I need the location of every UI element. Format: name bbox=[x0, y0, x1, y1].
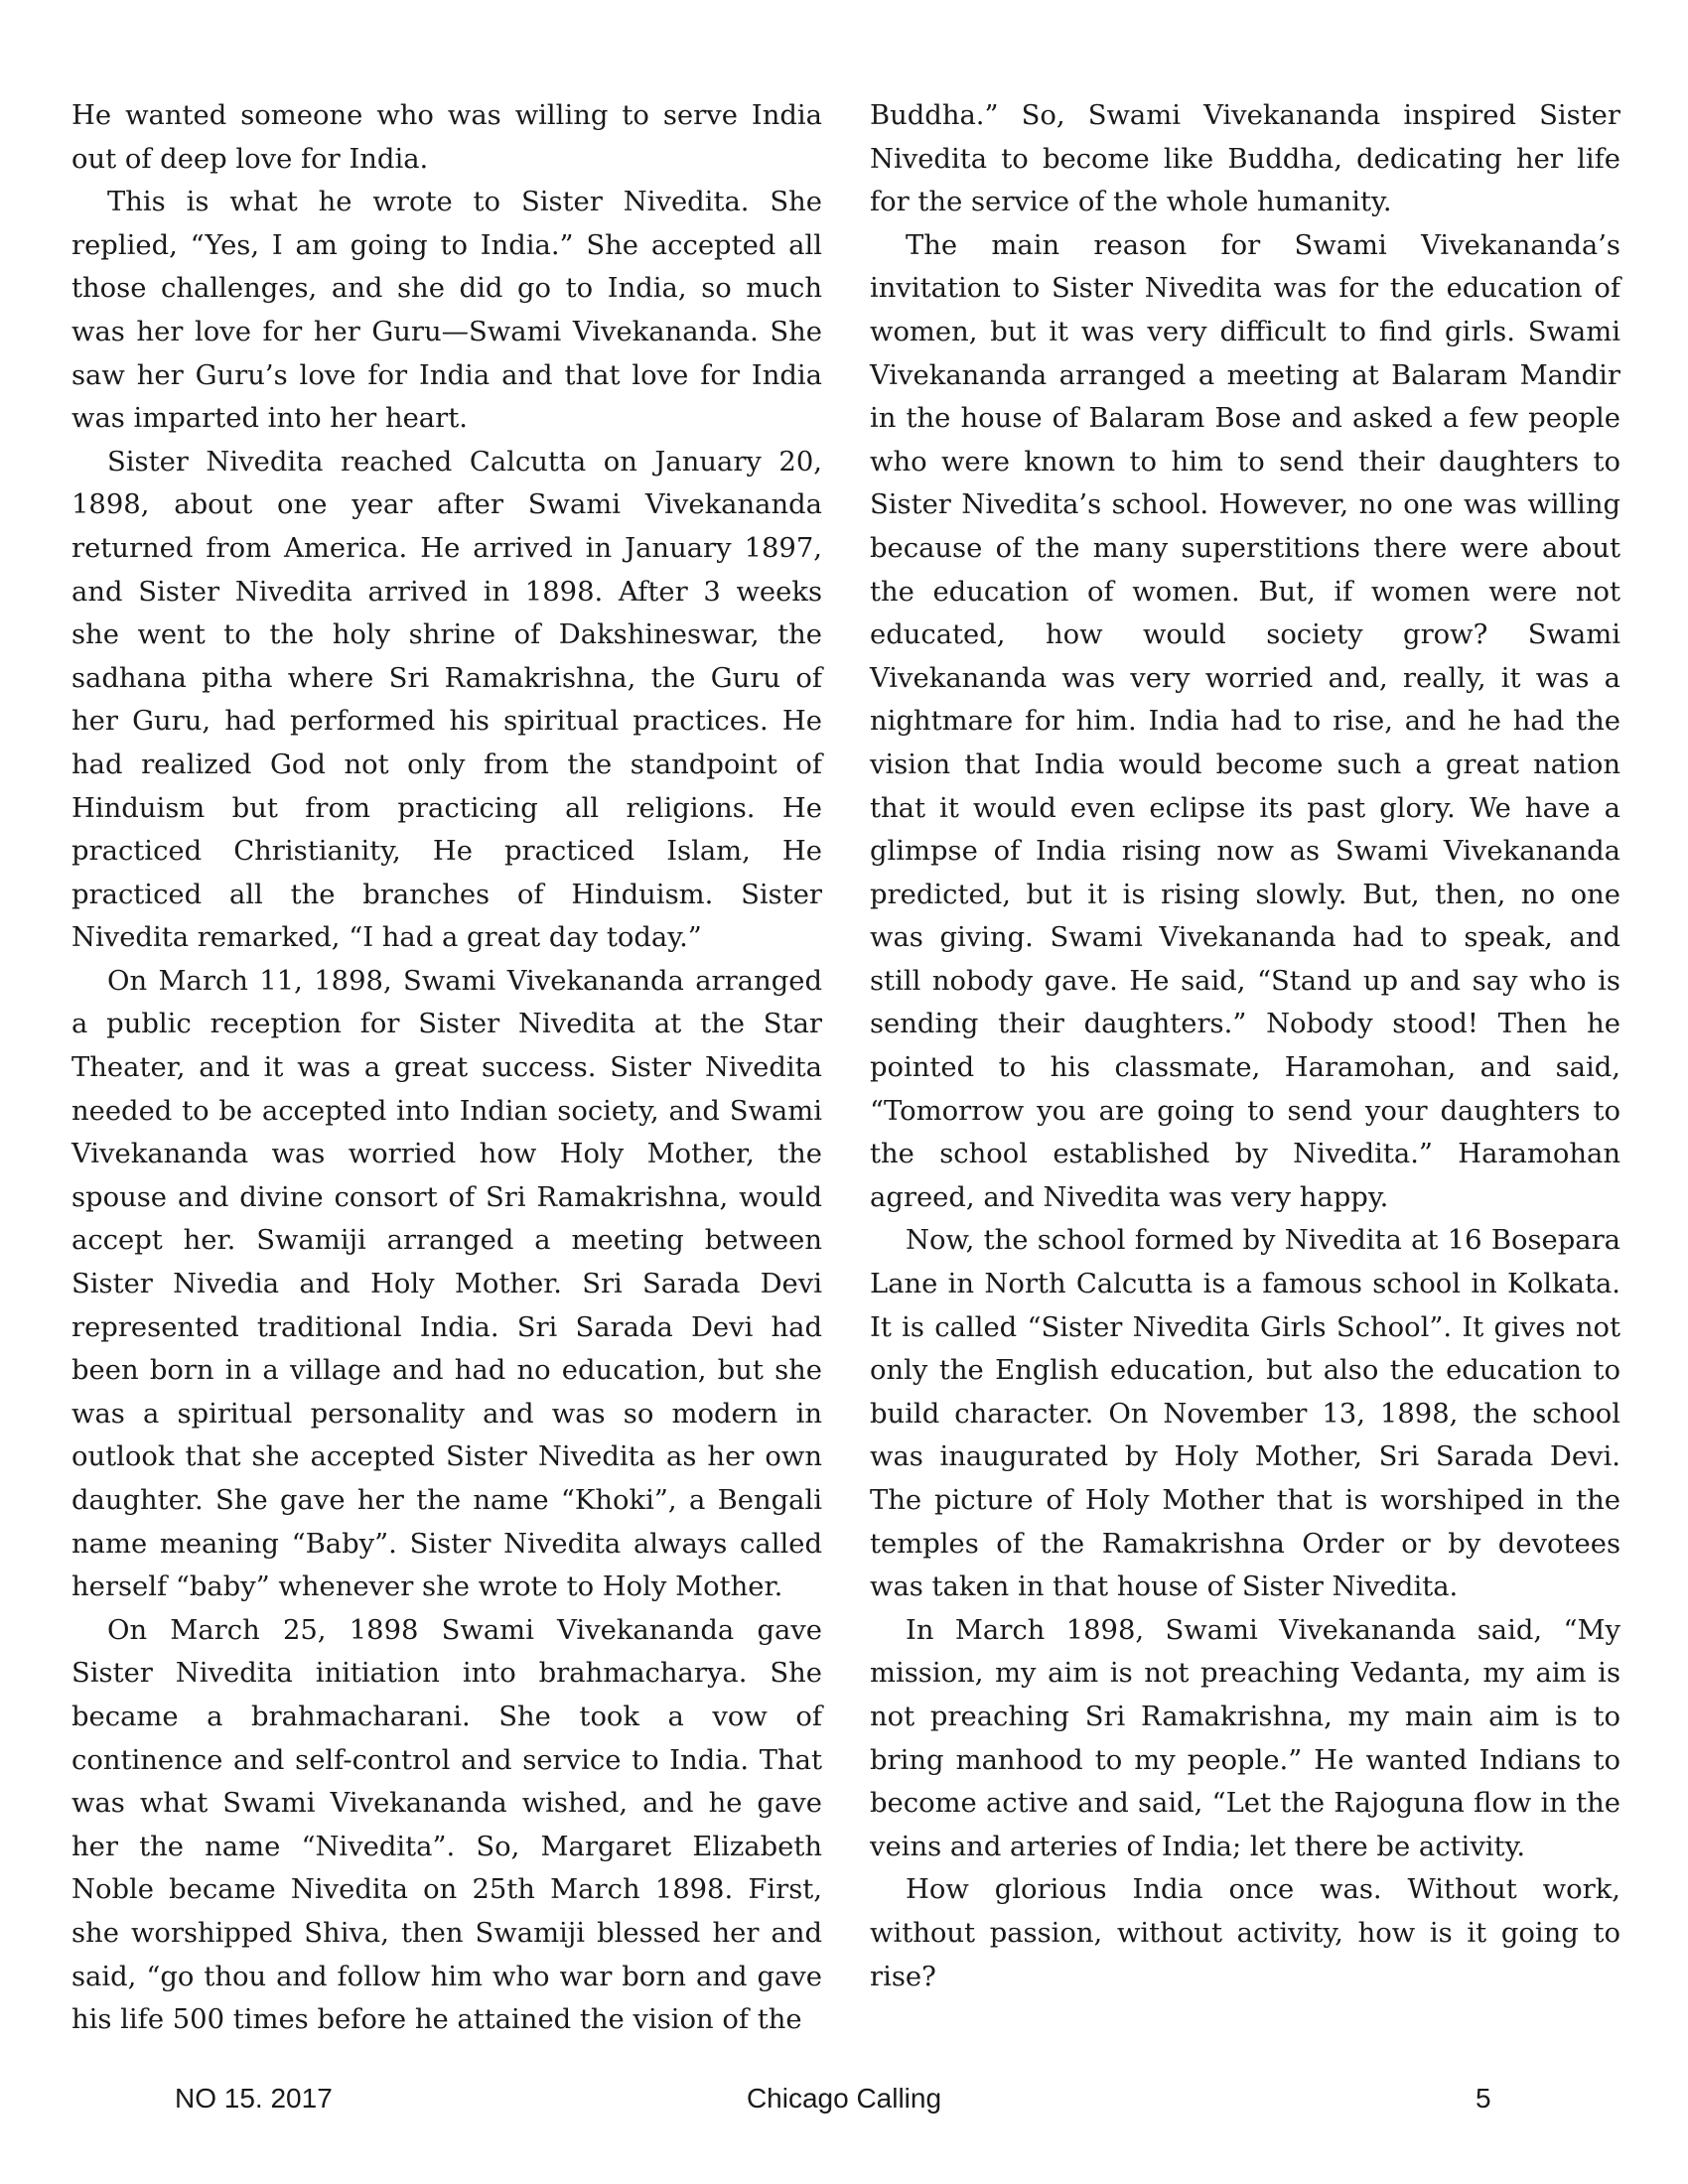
paragraph: Buddha.” So, Swami Vivekananda inspired Sister Nivedita to become like Buddha, dedicating her life for the service of the whole humanity. bbox=[870, 100, 1620, 218]
paragraph: How glorious India once was. Without work, without passion, without activity, how is it going to rise? bbox=[870, 1874, 1620, 1992]
paragraph: On March 11, 1898, Swami Vivekananda arranged a public reception for Sister Nivedita at the Star Theater, and it was a great success. Sister Nivedita needed to be accepted into Indian society, and Swami Vivekananda was worried how Holy Mother, the spouse and divine consort of Sri Ramakrishna, would accept her. Swamiji arranged a meeting between Sister Nivedia and Holy Mother. Sri Sarada Devi represented traditional India. Sri Sarada Devi had been born in a village and had no education, but she was a spiritual personality and was so modern in outlook that she accepted Sister Nivedita as her own daughter. She gave her the name “Khoki”, a Bengali name meaning “Baby”. Sister Nivedita always called herself “baby” whenever she wrote to Holy Mother. bbox=[71, 965, 822, 1603]
paragraph: This is what he wrote to Sister Nivedita. She replied, “Yes, I am going to India.” She accepted all those challenges, and she did go to India, so much was her love for her Guru—Swami Vivekananda. She saw her Guru’s love for India and that love for India was imparted into her heart. bbox=[71, 187, 822, 435]
footer-page-number: 5 bbox=[1476, 2083, 1491, 2114]
left-column bbox=[71, 94, 822, 2042]
paragraph: He wanted someone who was willing to serve India out of deep love for India. bbox=[71, 100, 822, 175]
footer-issue: NO 15. 2017 bbox=[175, 2083, 333, 2114]
paragraph: On March 25, 1898 Swami Vivekananda gave Sister Nivedita initiation into brahmacharya. She became a brahmacharani. She took a vow of continence and self-control and service to India. That was what Swami Vivekananda wished, and he gave her the name “Nivedita”. So, Margaret Elizabeth Noble became Nivedita on 25th March 1898. First, she worshipped Shiva, then Swamiji blessed her and said, “go thou and follow him who war born and gave his life 500 times before he attained the vision of the bbox=[71, 1614, 822, 2036]
paragraph: Sister Nivedita reached Calcutta on January 20, 1898, about one year after Swami Vivekananda returned from America. He arrived in January 1897, and Sister Nivedita arrived in 1898. After 3 weeks she went to the holy shrine of Dakshineswar, the sadhana pitha where Sri Ramakrishna, the Guru of her Guru, had performed his spiritual practices. He had realized God not only from the standpoint of Hinduism but from practicing all religions. He practiced Christianity, He practiced Islam, He practiced all the branches of Hinduism. Sister Nivedita remarked, “I had a great day today.” bbox=[71, 446, 822, 954]
paragraph: In March 1898, Swami Vivekananda said, “My mission, my aim is not preaching Vedanta, my aim is not preaching Sri Ramakrishna, my main aim is to bring manhood to my people.” He wanted Indians to become active and said, “Let the Rajoguna flow in the veins and arteries of India; let there be activity. bbox=[870, 1614, 1620, 1862]
right-column bbox=[870, 94, 1620, 1998]
paragraph: The main reason for Swami Vivekananda’s invitation to Sister Nivedita was for the education of women, but it was very difficult to find girls. Swami Vivekananda arranged a meeting at Balaram Mandir in the house of Balaram Bose and asked a few people who were known to him to send their daughters to Sister Nivedita’s school. However, no one was willing because of the many superstitions there were about the education of women. But, if women were not educated, how would society grow? Swami Vivekananda was very worried and, really, it was a nightmare for him. India had to rise, and he had the vision that India would become such a great nation that it would even eclipse its past glory. We have a glimpse of India rising now as Swami Vivekananda predicted, but it is rising slowly. But, then, no one was giving. Swami Vivekananda had to speak, and still nobody gave. He said, “Stand up and say who is sending their daughters.” Nobody stood! Then he pointed to his classmate, Haramohan, and said, “Tomorrow you are going to send your daughters to the school established by Nivedita.” Haramohan agreed, and Nivedita was very happy. bbox=[870, 229, 1620, 1213]
footer-publication: Chicago Calling bbox=[746, 2083, 942, 2114]
paragraph: Now, the school formed by Nivedita at 16 Bosepara Lane in North Calcutta is a famous school in Kolkata. It is called “Sister Nivedita Girls School”. It gives not only the English education, but also the education to build character. On November 13, 1898, the school was inaugurated by Holy Mother, Sri Sarada Devi. The picture of Holy Mother that is worshiped in the temples of the Ramakrishna Order or by devotees was taken in that house of Sister Nivedita. bbox=[870, 1225, 1620, 1603]
